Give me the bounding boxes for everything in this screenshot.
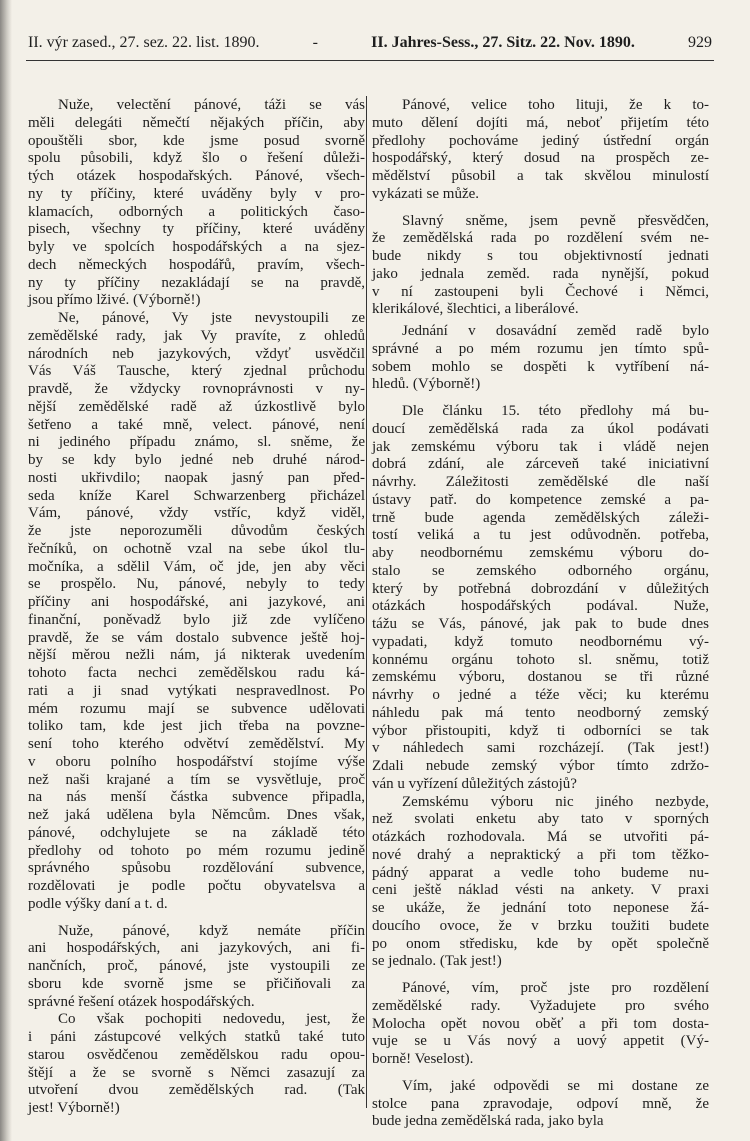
- text-line: [28, 381, 365, 399]
- line-text: klamacích, odborných a politických časo-: [28, 203, 365, 220]
- paragraph: [28, 310, 365, 914]
- line-text: Zdali nebude zemský výbor tímto zdržo-: [372, 758, 709, 774]
- text-line: [372, 998, 709, 1016]
- text-line: [372, 1016, 709, 1034]
- text-line: [372, 168, 709, 186]
- text-line: [28, 523, 365, 541]
- text-line: [372, 616, 709, 634]
- line-text: štějí a že se svorně s Němci zasazují za: [28, 1064, 365, 1081]
- text-line: [28, 470, 365, 488]
- column-divider: [366, 96, 367, 1108]
- line-text: nančních, proč, pánové, jste vystoupili ze: [28, 958, 365, 974]
- text-line: [28, 1047, 365, 1065]
- paragraph: [372, 213, 709, 320]
- line-text: pánové, odchylujete se na základě této: [28, 824, 365, 841]
- header-separator: -: [312, 34, 318, 51]
- text-line: [372, 301, 709, 319]
- text-line: [28, 976, 365, 994]
- text-line: [372, 266, 709, 284]
- text-line: [28, 594, 365, 612]
- text-line: [372, 900, 709, 918]
- text-line: [28, 754, 365, 772]
- line-text: náhledu pak má tento neodborný zemský: [372, 704, 709, 721]
- text-line: [372, 133, 709, 151]
- text-line: [372, 1096, 709, 1114]
- line-text: hospodářský, který dosud na prospěch ze-: [372, 150, 709, 167]
- line-text: rati a ji snad vytýkati nespravedlnost. Po: [28, 682, 365, 699]
- text-line: [28, 683, 365, 701]
- text-line: [28, 940, 365, 958]
- text-line: [28, 186, 365, 204]
- line-text: pravdě, že vždycky rovnoprávnosti v ny-: [28, 381, 365, 397]
- header-german: II. Jahres-Sess., 27. Sitz. 22. Nov. 1890.: [371, 34, 635, 51]
- line-text: borně! Veselost).: [372, 1051, 474, 1067]
- text-line: [372, 847, 709, 865]
- line-text: který by potřebná dobrozdání v důležitých: [372, 580, 709, 597]
- line-text: tážu se Vás, pánové, jak pak to bude dnes: [372, 616, 709, 632]
- line-text: sobem mohlo se dospěti k vytříbení ná-: [372, 358, 709, 375]
- line-text: pravdě, že se vám dostalo subvence ještě hoj-: [28, 629, 365, 646]
- text-line: [28, 310, 365, 328]
- line-text: tostí veliká a tu jest odůvodněn. potřeba,: [372, 527, 709, 544]
- line-text: jako jednala zeměd. rada nynější, pokud: [372, 265, 709, 282]
- line-text: doucího ovoce, že v brzku toužiti budete: [372, 917, 709, 934]
- line-text: ani hospodářských, ani jazykových, ani fi-: [28, 940, 365, 957]
- text-line: [28, 612, 365, 630]
- text-line: [372, 634, 709, 652]
- text-line: [28, 292, 365, 310]
- line-text: předlohy od tohoto po mém rozumu jedině: [28, 842, 365, 859]
- line-text: nosti ukřivdilo; naopak jasný pan před-: [28, 469, 365, 486]
- line-text: nější měrou nežli nám, já nikterak uvedením: [28, 647, 365, 664]
- line-text: hledů. (Výborně!): [372, 376, 481, 393]
- text-line: [28, 1100, 365, 1118]
- text-line: [28, 958, 365, 976]
- text-line: [28, 488, 365, 506]
- text-line: [372, 758, 709, 776]
- line-text: konnému orgánu tohoto sl. sněmu, totiž: [372, 651, 709, 668]
- text-line: [28, 434, 365, 452]
- paragraph: [372, 794, 709, 972]
- text-line: [28, 257, 365, 275]
- line-text: i páni zástupcové velkých statků také tuto: [28, 1029, 365, 1045]
- line-text: byly ve spolcích hospodářských a na sjez-: [28, 239, 365, 255]
- line-text: na nás menší částka subvence připadla,: [28, 789, 365, 806]
- line-text: Ne, pánové, Vy jste nevystoupili ze: [58, 310, 365, 326]
- scan-edge-shadow: [0, 0, 12, 1141]
- line-text: než naši krajané a tím se vysvětluje, proč: [28, 771, 365, 788]
- text-line: [372, 1051, 709, 1069]
- text-line: [28, 417, 365, 435]
- text-line: [372, 150, 709, 168]
- line-text: muto dělení dojíti má, neboť přijetím této: [372, 114, 709, 131]
- text-line: [372, 323, 709, 341]
- right-column: [372, 97, 709, 1131]
- line-text: trně bude agenda zemědělských záleži-: [372, 509, 709, 526]
- line-text: zemědělské rady. Vyžadujete pro svého: [372, 997, 709, 1014]
- line-text: ny ty příčiny nezakládají se na pravdě,: [28, 274, 365, 291]
- line-text: správného spůsobu rozdělování subvence,: [28, 860, 365, 877]
- text-line: [28, 204, 365, 222]
- text-line: [372, 115, 709, 133]
- paragraph: [28, 923, 365, 1012]
- text-line: [372, 829, 709, 847]
- text-line: [372, 652, 709, 670]
- text-line: [28, 630, 365, 648]
- paragraph: [28, 97, 365, 310]
- line-text: otázkách hospodářských podával. Nuže,: [372, 598, 709, 615]
- text-line: [372, 421, 709, 439]
- text-line: [28, 399, 365, 417]
- line-text: měli delegáti němečtí nějakých příčin, aby: [28, 114, 365, 131]
- line-text: mém rozumu mají se subvence udělovati: [28, 700, 365, 717]
- line-text: správné řešení otázek hospodářských.: [28, 993, 255, 1010]
- text-line: [28, 647, 365, 665]
- line-text: ny ty příčiny, které uváděny byly v pro-: [28, 185, 365, 202]
- line-text: seda kníže Karel Schwarzenberg přicházel: [28, 487, 365, 504]
- text-line: [28, 328, 365, 346]
- line-text: močníka, a sdělil Vám, oč jde, jen aby věci: [28, 558, 365, 575]
- line-text: Zemskému výboru nic jiného nezbyde,: [402, 793, 709, 810]
- line-text: Nuže, pánové, když nemáte příčin: [58, 922, 365, 939]
- text-line: [28, 701, 365, 719]
- text-line: [372, 545, 709, 563]
- line-text: se ukáže, že jednání toto neponese žá-: [372, 900, 709, 916]
- text-line: [28, 860, 365, 878]
- text-line: [372, 776, 709, 794]
- text-line: [372, 403, 709, 421]
- line-text: vypadati, když tomuto neodbornému vý-: [372, 633, 709, 650]
- text-line: [28, 363, 365, 381]
- text-line: [28, 878, 365, 896]
- text-line: [372, 598, 709, 616]
- text-line: [28, 452, 365, 470]
- line-text: nější zemědělské radě až úzkostlivě bylo: [28, 398, 365, 415]
- line-text: Pánové, velice toho lituji, že k to-: [402, 97, 709, 113]
- header-czech: II. výr zased., 27. sez. 22. list. 1890.: [28, 34, 260, 51]
- text-line: [372, 248, 709, 266]
- text-line: [372, 723, 709, 741]
- text-line: [372, 1033, 709, 1051]
- text-line: [372, 936, 709, 954]
- line-text: zemskému výboru, dostanou se tři různé: [372, 669, 709, 686]
- text-line: [372, 581, 709, 599]
- page-number: 929: [687, 34, 712, 51]
- line-text: sení toho kterého odvětví zemědělství. My: [28, 736, 365, 752]
- line-text: bude nikdy s tou objektivností jednati: [372, 248, 709, 264]
- text-line: [28, 1065, 365, 1083]
- text-line: [28, 665, 365, 683]
- line-text: rozdělovati je podle počtu obyvatelsva a: [28, 878, 365, 894]
- line-text: podle výšky daní a t. d.: [28, 895, 168, 912]
- line-text: Dle článku 15. této předlohy má bu-: [402, 403, 709, 419]
- text-line: [372, 669, 709, 687]
- line-text: jsou přímo lživé. (Výborně!): [28, 292, 201, 309]
- line-text: Jednání v dosavádní zeměd radě bylo: [402, 323, 709, 339]
- line-text: aby neodbornému zemskému výboru do-: [372, 545, 709, 561]
- line-text: předlohy pochováme jediný ústřední orgán: [372, 132, 709, 149]
- text-line: [372, 230, 709, 248]
- text-line: [28, 896, 365, 914]
- text-line: [28, 150, 365, 168]
- text-line: [372, 213, 709, 231]
- text-line: [28, 772, 365, 790]
- text-line: [372, 918, 709, 936]
- line-text: jak zemskému výboru tak i vládě nejen: [372, 438, 709, 455]
- text-line: [372, 359, 709, 377]
- line-text: v náhledech sami rozcházejí. (Tak jest!): [372, 740, 709, 757]
- line-text: ván u vyřízení důležitých zástojů?: [372, 775, 577, 792]
- text-line: [372, 953, 709, 971]
- line-text: klerikálové, šlechtici, a liberálové.: [372, 301, 579, 318]
- text-line: [28, 505, 365, 523]
- paragraph: [372, 403, 709, 794]
- line-text: tohoto facta nechci zemědělskou radu ká-: [28, 665, 365, 681]
- line-text: návrhy o jedné a téže věci; ku kterému: [372, 687, 709, 703]
- text-line: [28, 1029, 365, 1047]
- line-text: v ní zastoupeni byli Čechové i Němci,: [372, 283, 709, 300]
- text-line: [372, 527, 709, 545]
- page-header: [28, 34, 712, 56]
- text-line: [28, 807, 365, 825]
- line-text: bude jedna zemědělská rada, jako byla: [372, 1113, 604, 1130]
- text-line: [372, 341, 709, 359]
- text-line: [372, 980, 709, 998]
- text-line: [372, 284, 709, 302]
- text-line: [372, 376, 709, 394]
- line-text: správné a po mém rozumu jen tímto spů-: [372, 340, 709, 357]
- text-line: [28, 576, 365, 594]
- text-line: [28, 718, 365, 736]
- text-line: [28, 239, 365, 257]
- line-text: národních neb jazykových, vždyť usvědčil: [28, 345, 365, 362]
- text-line: [372, 865, 709, 883]
- line-text: Vám, pánové, vždy vstříc, když viděl,: [28, 505, 365, 522]
- text-line: [372, 705, 709, 723]
- text-line: [28, 789, 365, 807]
- text-line: [372, 563, 709, 581]
- line-text: doucí zemědělská rada za úkol podávati: [372, 420, 709, 437]
- line-text: že zemědělská rada po rozdělení svém ne-: [372, 230, 709, 247]
- line-text: v oboru polního hospodářství stojíme výše: [28, 753, 365, 770]
- text-line: [28, 994, 365, 1012]
- line-text: řečníků, on ochotně vzal na sebe úkol tlu-: [28, 540, 365, 557]
- left-column: [28, 97, 365, 1118]
- line-text: se prospělo. Nu, pánové, nebyly to tedy: [28, 576, 365, 593]
- text-line: [372, 1113, 709, 1131]
- text-line: [372, 510, 709, 528]
- header-rule: [26, 60, 714, 61]
- text-line: [372, 882, 709, 900]
- line-text: vuje se u Vás nový a uový appetit (Vý-: [372, 1033, 709, 1050]
- line-text: opouštěli sbor, kde jsme posud svorně: [28, 132, 365, 149]
- line-text: vykázati se může.: [372, 185, 480, 202]
- text-line: [28, 541, 365, 559]
- line-text: Pánové, vím, proč jste pro rozdělení: [402, 980, 709, 996]
- line-text: než svolati enketu aby tato v sporných: [372, 811, 709, 828]
- line-text: zemědělské rady, jak Vy pravíte, z ohledů: [28, 327, 365, 344]
- text-line: [372, 456, 709, 474]
- line-text: toliko tam, kde jest jich třeba na povzne-: [28, 718, 365, 735]
- text-line: [28, 168, 365, 186]
- text-line: [372, 687, 709, 705]
- paragraph: [372, 97, 709, 204]
- text-line: [28, 346, 365, 364]
- line-text: mědělství působil a tak skvělou minulostí: [372, 168, 709, 184]
- text-line: [28, 1082, 365, 1100]
- text-line: [28, 115, 365, 133]
- line-text: Molocha opět novou oběť a při tom dosta-: [372, 1015, 709, 1032]
- line-text: nové drahý a nepraktický a při tom těžko-: [372, 846, 709, 863]
- line-text: utvoření dvou zemědělských rad. (Tak: [28, 1082, 365, 1099]
- line-text: pisech, všechny ty příčiny, které uváděny: [28, 221, 365, 238]
- text-line: [372, 474, 709, 492]
- line-text: Vím, jaké odpovědi se mi dostane ze: [402, 1077, 709, 1094]
- line-text: pádný apparat a vedle toho budeme nu-: [372, 864, 709, 881]
- text-line: [372, 97, 709, 115]
- line-text: Nuže, velectění pánové, táži se vás: [58, 97, 365, 113]
- text-line: [28, 825, 365, 843]
- text-line: [372, 740, 709, 758]
- text-line: [28, 97, 365, 115]
- line-text: se jednalo. (Tak jest!): [372, 953, 502, 970]
- line-text: stalo se zemského odborného orgánu,: [372, 562, 709, 579]
- line-text: než jaká udělena byla Němcům. Dnes však,: [28, 807, 365, 823]
- line-text: šetřeno a také mně, velect. pánové, není: [28, 416, 365, 433]
- line-text: by se kdy bylo jedné neb druhé národ-: [28, 452, 365, 468]
- line-text: dobrá zdání, ale zárceveň také iniciativní: [372, 456, 709, 473]
- line-text: ni jediného případu známo, sl. sněme, že: [28, 434, 365, 451]
- line-text: po onom středisku, kde by opět společně: [372, 935, 709, 952]
- paragraph: [372, 1078, 709, 1131]
- text-line: [28, 843, 365, 861]
- line-text: ceni ještě náklad vésti na ankety. V praxi: [372, 882, 709, 899]
- text-line: [372, 439, 709, 457]
- line-text: příčiny ani hospodářské, ani jazykové, ani: [28, 594, 365, 610]
- line-text: tých otázek hospodařských. Pánové, všech-: [28, 168, 365, 184]
- line-text: stolce pana zpravodaje, odpoví mně, že: [372, 1095, 709, 1112]
- line-text: finanční, poněvadž bylo již zde vylíčeno: [28, 611, 365, 628]
- line-text: sboru kde svorně jsme se přičiňovali za: [28, 975, 365, 992]
- line-text: dech německých hospodářů, pravím, všech-: [28, 256, 365, 273]
- text-line: [28, 559, 365, 577]
- line-text: návrhy. Záležitosti zemědělské dle naší: [372, 474, 709, 490]
- line-text: Co však pochopiti nedovedu, jest, že: [58, 1011, 365, 1028]
- paragraph: [372, 323, 709, 394]
- line-text: Vás Váš Tausche, který zjednal průchodu: [28, 363, 365, 380]
- line-text: Slavný sněme, jsem pevně přesvědčen,: [402, 212, 709, 229]
- text-line: [372, 186, 709, 204]
- text-line: [372, 811, 709, 829]
- text-line: [28, 221, 365, 239]
- text-line: [372, 492, 709, 510]
- line-text: že jste neporozuměli důvodům českých: [28, 523, 365, 539]
- text-line: [28, 275, 365, 293]
- line-text: výbor přistoupiti, když ti odborníci se tak: [372, 722, 709, 739]
- text-line: [372, 1078, 709, 1096]
- line-text: ústavy patř. do kompetence zemské a pa-: [372, 491, 709, 508]
- text-line: [28, 923, 365, 941]
- paragraph: [372, 980, 709, 1069]
- line-text: starou osvědčenou zemědělskou radu opou-: [28, 1046, 365, 1063]
- line-text: spolu působili, když šlo o řešení důleži-: [28, 150, 365, 167]
- paragraph: [28, 1011, 365, 1118]
- text-line: [28, 133, 365, 151]
- line-text: otázkách rozhodovala. Má se utvořiti pá-: [372, 829, 709, 845]
- text-line: [372, 794, 709, 812]
- line-text: jest! Výborně!): [28, 1100, 120, 1116]
- text-line: [28, 736, 365, 754]
- text-line: [28, 1011, 365, 1029]
